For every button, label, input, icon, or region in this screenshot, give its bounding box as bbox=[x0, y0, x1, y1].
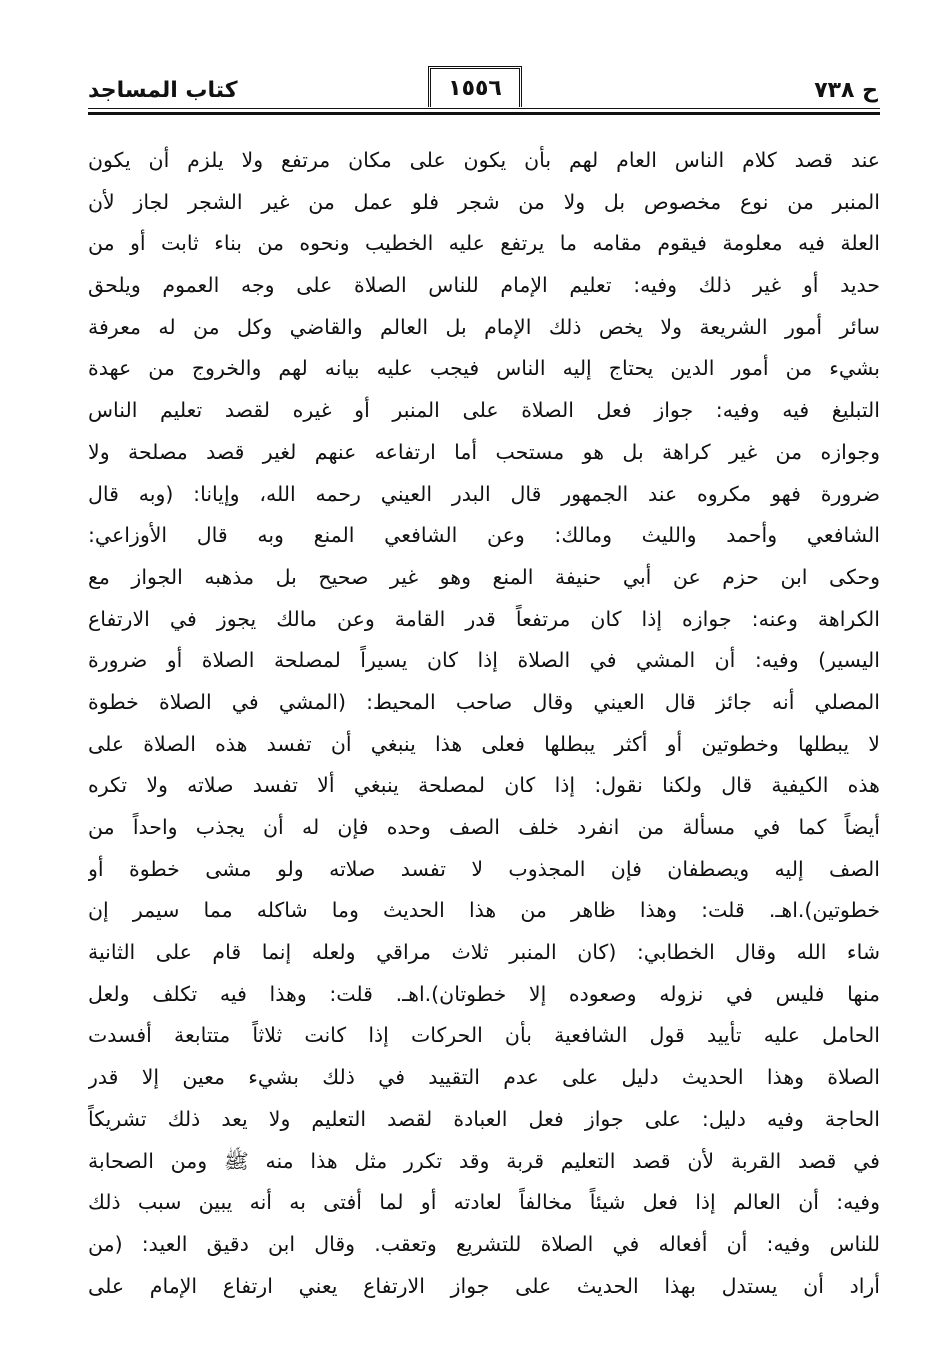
page-header bbox=[88, 70, 878, 110]
text-line: وفيه: أن العالم إذا فعل شيئاً مخالفاً لعادته أو لما أفتى به أنه يبين سبب ذلك bbox=[88, 1190, 880, 1215]
text-line: المصلي أنه جائز قال العيني وقال صاحب المحيط: (المشي في الصلاة خطوة bbox=[88, 689, 880, 714]
text-line: سائر أمور الشريعة ولا يخص ذلك الإمام بل العالم والقاضي وكل من له معرفة bbox=[88, 314, 880, 339]
text-line: العلة فيه معلومة فيقوم مقامه ما يرتفع عليه الخطيب ونحوه من بناء ثابت أو من bbox=[88, 231, 880, 256]
text-line: في قصد القربة لأن قصد التعليم قربة وقد تكرر مثل هذا منه ﷺ ومن الصحابة bbox=[88, 1148, 880, 1173]
text-line: بشيء من أمور الدين يحتاج إليه الناس فيجب عليه بيانه لهم والخروج من عهدة bbox=[88, 356, 880, 381]
text-line: خطوتين).اهـ. قلت: وهذا ظاهر من هذا الحديث وما شاكله مما سيمر إن bbox=[88, 898, 880, 923]
text-line: عند قصد كلام الناس العام لهم بأن يكون على مكان مرتفع ولا يلزم أن يكون bbox=[88, 148, 880, 172]
header-divider bbox=[88, 108, 880, 109]
text-line: الصلاة وهذا الحديث دليل على عدم التقييد في ذلك بشيء معين إلا قدر bbox=[88, 1065, 880, 1090]
body-text bbox=[88, 140, 880, 1307]
text-line: أراد أن يستدل بهذا الحديث على جواز الارتفاع يعني ارتفاع الإمام على bbox=[88, 1273, 880, 1298]
text-line: حديد أو غير ذلك وفيه: تعليم الإمام للناس الصلاة على وجه العموم ويلحق bbox=[88, 273, 880, 298]
header-divider-thick bbox=[88, 112, 880, 115]
chapter-title: كتاب المساجد bbox=[88, 78, 238, 103]
text-line: اليسير) وفيه: أن المشي في الصلاة إذا كان يسيراً لمصلحة الصلاة أو ضرورة bbox=[88, 648, 880, 673]
text-line: للناس وفيه: أن أفعاله في الصلاة للتشريع وتعقب. وقال ابن دقيق العيد: (من bbox=[88, 1231, 880, 1256]
text-line: وجوازه من غير كراهة بل هو مستحب أما ارتفاعه عنهم لغير قصد مصلحة ولا bbox=[88, 439, 880, 464]
text-line: هذه الكيفية قال ولكنا نقول: إذا كان لمصلحة ينبغي ألا تفسد صلاته ولا تكره bbox=[88, 773, 880, 798]
text-line: التبليغ فيه وفيه: جواز فعل الصلاة على المنبر أو غيره لقصد تعليم الناس bbox=[88, 398, 880, 423]
text-line: شاء الله وقال الخطابي: (كان المنبر ثلاث مراقي ولعله إنما قام على الثانية bbox=[88, 940, 880, 965]
text-line: الشافعي وأحمد والليث ومالك: وعن الشافعي المنع وبه قال الأوزاعي: bbox=[88, 523, 880, 548]
text-line: الصف إليه ويصطفان فإن المجذوب لا تفسد صلاته ولو مشى خطوة أو bbox=[88, 856, 880, 881]
page-number: ١٥٥٦ bbox=[428, 66, 522, 107]
hadith-number: ح ٧٣٨ bbox=[814, 78, 878, 103]
text-line: ضرورة فهو مكروه عند الجمهور قال البدر العيني رحمه الله، وإيانا: (وبه قال bbox=[88, 481, 880, 506]
text-line: المنبر من نوع مخصوص بل ولا من شجر فلو عمل من غير الشجر لجاز لأن bbox=[88, 189, 880, 214]
text-line: لا يبطلها وخطوتين أو أكثر يبطلها فعلى هذا ينبغي أن تفسد هذه الصلاة على bbox=[88, 731, 880, 756]
text-line: منها فليس في نزوله وصعوده إلا خطوتان).اهـ. قلت: وهذا فيه تكلف ولعل bbox=[88, 981, 880, 1006]
text-line: الكراهة وعنه: جوازه إذا كان مرتفعاً قدر القامة وعن مالك يجوز في الارتفاع bbox=[88, 606, 880, 631]
text-line: الحامل عليه تأييد قول الشافعية بأن الحركات إذا كانت ثلاثاً متتابعة أفسدت bbox=[88, 1023, 880, 1048]
text-line: وحكى ابن حزم عن أبي حنيفة المنع وهو غير صحيح بل مذهبه الجواز مع bbox=[88, 564, 880, 589]
text-line: الحاجة وفيه دليل: على جواز فعل العبادة لقصد التعليم ولا يعد ذلك تشريكاً bbox=[88, 1106, 880, 1131]
text-line: أيضاً كما في مسألة من انفرد خلف الصف وحده فإن له أن يجذب واحداً من bbox=[88, 815, 880, 839]
